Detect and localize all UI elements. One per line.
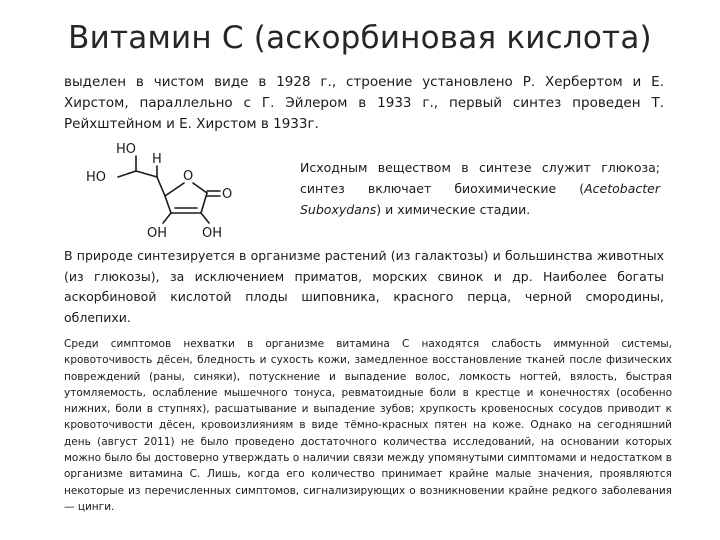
symptoms-paragraph: Среди симптомов нехватки в организме витамина С находятся слабость иммунной системы, кровоточивость дёсен, бледность и сухость кожи, замедленное восстановление тканей после физических повреждений (раны, синяки), потускнение и выпадение волос, ломкость ногтей, вялость, быстрая утомляемость, ослабление мышечного тонуса, ревматоидные боли в крестце и конечностях (особенно нижних, боли в ступнях), расшатывание и выпадение зубов; хрупкость кровеносных сосудов приводит к кровоточивости дёсен, кровоизлияниям в виде тёмно-красных пятен на коже. Однако на сегодняшний день (август 2011) не было проведено достаточного количества исследований, на основании которых можно было бы достоверно утверждать о наличии связи между упомянутыми симптомами и недостатком в организме витамина С. Лишь, когда его количество принимает крайне малые значения, проявляются некоторые из перечисленных симптомов, сигнализирующих о возникновении крайне редкого заболевания — цинги. xyxy=(64,338,672,513)
molecule-label-o-ring: O xyxy=(183,169,194,184)
synthesis-paragraph xyxy=(300,157,660,220)
molecule-label-oh-bottom-left: OH xyxy=(147,226,168,241)
molecule-label-o-carbonyl: O xyxy=(222,187,233,202)
slide-title: Витамин С (аскорбиновая кислота) xyxy=(68,20,652,56)
molecule-label-oh-bottom-right: OH xyxy=(202,226,223,241)
synthesis-organism: Acetobacter Suboxydans xyxy=(300,181,660,217)
nature-paragraph: В природе синтезируется в организме растений (из галактозы) и большинства животных (из глюкозы), за исключением приматов, морских свинок и др. Наиболее богаты аскорбиновой кислотой плоды шиповника, красного перца, черной смородины, облепихи. xyxy=(64,248,664,325)
synthesis-text-before: Исходным веществом в синтезе служит глюкоза; синтез включает биохимические ( xyxy=(300,160,660,196)
molecule-label-ho-left: HO xyxy=(86,170,107,185)
synthesis-text-after: ) и химические стадии. xyxy=(376,202,531,217)
molecule-label-h: H xyxy=(152,152,162,167)
intro-paragraph: выделен в чистом виде в 1928 г., строение установлено Р. Хербертом и Е. Хирстом, параллельно с Г. Эйлером в 1933 г., первый синтез проведен Т. Рейхштейном и Е. Хирстом в 1933г. xyxy=(64,74,664,132)
ascorbic-acid-structure xyxy=(62,136,268,246)
molecule-label-ho-top: HO xyxy=(116,142,137,157)
